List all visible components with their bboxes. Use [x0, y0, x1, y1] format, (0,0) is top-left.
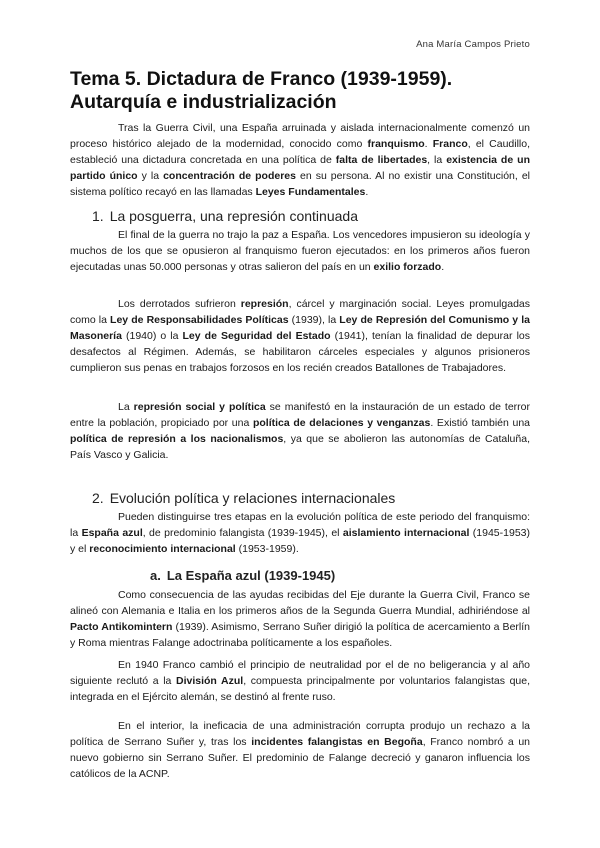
subsection-a-paragraph-1: Como consecuencia de las ayudas recibidas del Eje durante la Guerra Civil, Franco se alineó con Alemania e Italia en los primeros años de la Segunda Guerra Mundial, adhiriéndose al Pacto Antikomintern (1939). Asimismo, Serrano Suñer dirigió la política de acercamiento a Berlín y Roma mientras Falange adoctrinaba políticamente a los españoles.	[70, 589, 530, 649]
intro-paragraph: Tras la Guerra Civil, una España arruinada y aislada internacionalmente comenzó un proceso histórico alejado de la modernidad, conocido como franquismo. Franco, el Caudillo, estableció una dictadura concretada en una política de falta de libertades, la existencia de un partido único y la concentración de poderes en su persona. Al no existir una Constitución, el sistema político recayó en las llamadas Leyes Fundamentales.	[70, 122, 531, 198]
page-title: Tema 5. Dictadura de Franco (1939-1959). Autarquía e industrialización	[70, 68, 453, 113]
subsection-a-paragraph-2: En 1940 Franco cambió el principio de neutralidad por el de no beligerancia y al año siguiente reclutó a la División Azul, compuesta principalmente por voluntarios falangistas que, integrada en el Ejército alemán, se destinó al frente ruso.	[70, 659, 530, 703]
subsection-a-heading: a. La España azul (1939-1945)	[150, 568, 336, 583]
section-1-paragraph-3: La represión social y política se manifestó en la instauración de un estado de terror entre la población, propiciado por una política de delaciones y venganzas. Existió también una política de represión a los nacionalismos, ya que se abolieron las autonomías de Cataluña, País Vasco y Galicia.	[70, 401, 531, 461]
section-1-heading: 1. La posguerra, una represión continuada	[92, 208, 358, 224]
author-header: Ana María Campos Prieto	[416, 39, 530, 50]
section-2-paragraph-1: Pueden distinguirse tres etapas en la evolución política de este periodo del franquismo: la España azul, de predominio falangista (1939-1945), el aislamiento internacional (1945-1953) y el reconocimiento internacional (1953-1959).	[70, 511, 531, 555]
section-1-paragraph-1: El final de la guerra no trajo la paz a España. Los vencedores impusieron su ideología y muchos de los que se opusieron al franquismo fueron ejecutados: en los primeros años fueron ejecutadas unas 50.000 personas y otras salieron del país en un exilio forzado.	[70, 229, 530, 273]
section-2-heading: 2. Evolución política y relaciones internacionales	[92, 490, 396, 506]
section-1-paragraph-2: Los derrotados sufrieron represión, cárcel y marginación social. Leyes promulgadas como la Ley de Responsabilidades Políticas (1939), la Ley de Represión del Comunismo y la Masonería (1940) o la Ley de Seguridad del Estado (1941), tenían la finalidad de depurar los desafectos al Régimen. Además, se habilitaron cárceles especiales y algunos prisioneros cumplieron sus penas en trabajos forzosos en los recién creados Batallones de Trabajadores.	[70, 298, 531, 374]
subsection-a-paragraph-3: En el interior, la ineficacia de una administración corrupta produjo un rechazo a la política de Serrano Suñer y, tras los incidentes falangistas en Begoña, Franco nombró a un nuevo gobierno sin Serrano Suñer. El predominio de Falange decreció y ganaron influencia los católicos de la ACNP.	[70, 720, 531, 780]
